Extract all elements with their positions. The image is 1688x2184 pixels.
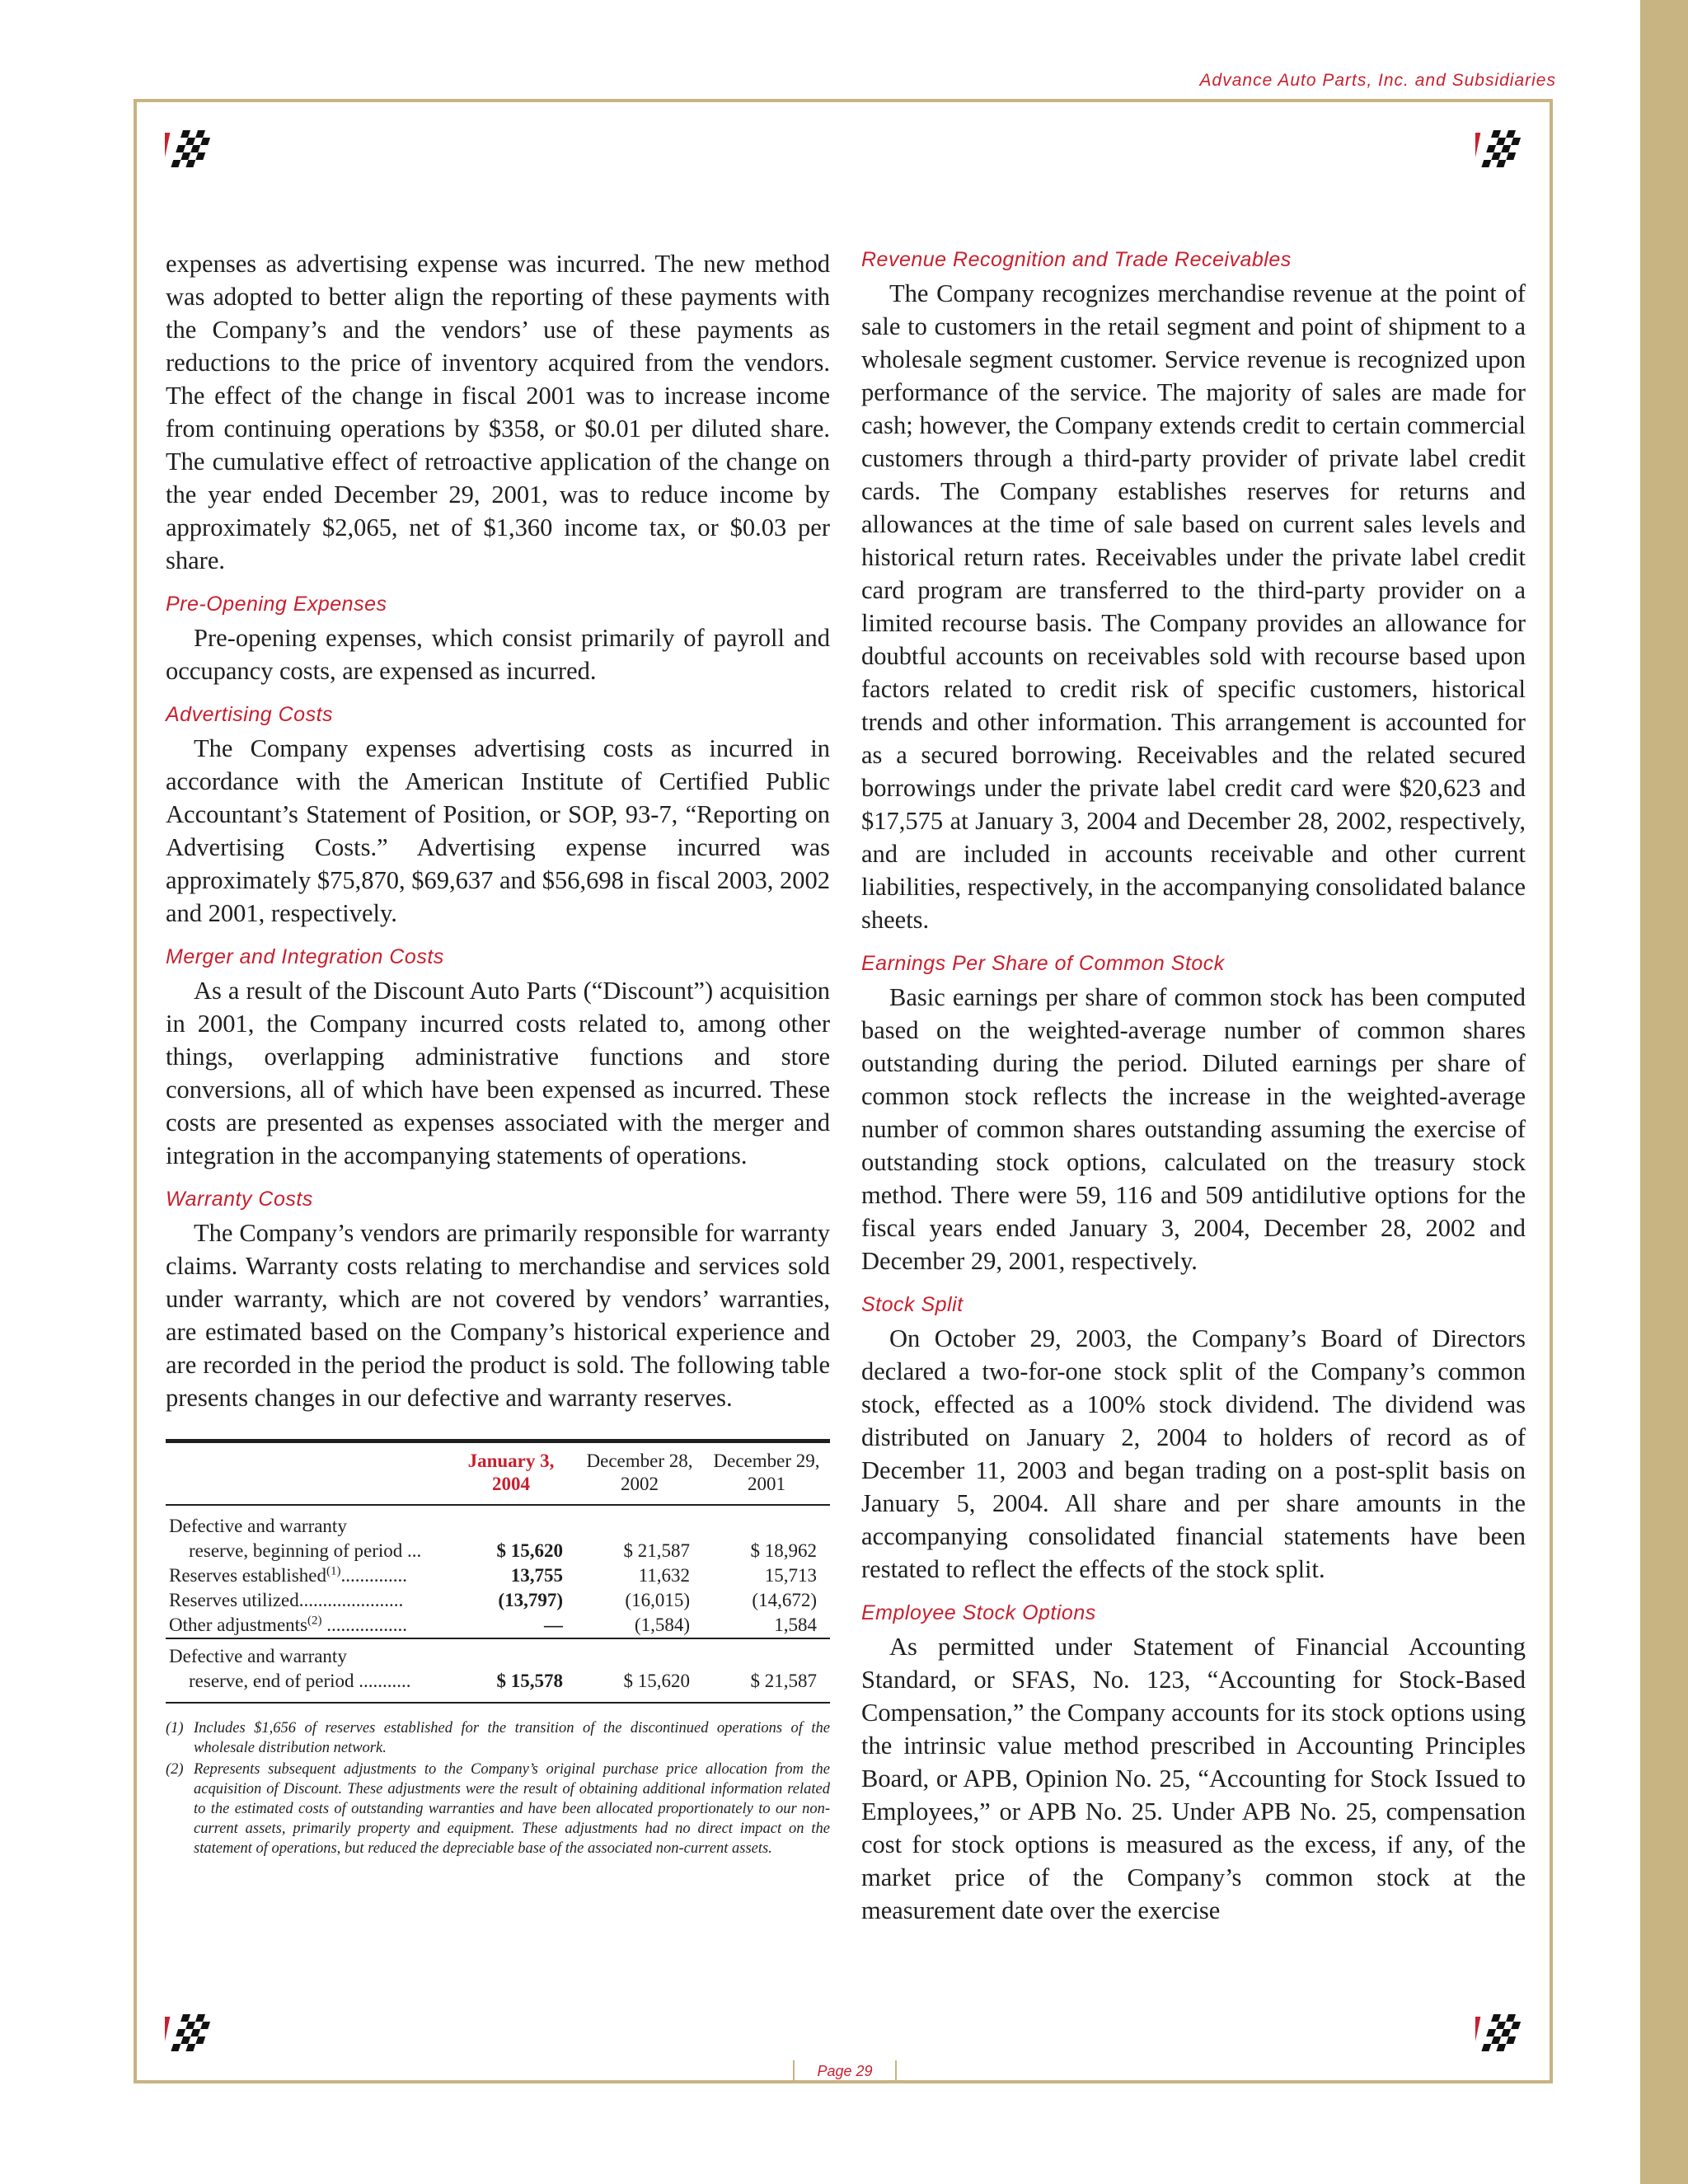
warranty-paragraph: The Company’s vendors are primarily responsible for warranty claims. Warranty costs relating to merchandise and services sold under warranty, which are not covered by vendors’ warranties, are estimated based on the Company’s historical experience and are recorded in the period the product is sold. The following table presents changes in our defective and warranty reserves.: [166, 1219, 830, 1412]
table-row: Reserves established$^{(1)}$.............. 13,755 11,632 15,713: [169, 1564, 817, 1586]
table-header-2004: January 3, 2004: [446, 1441, 576, 1506]
stock-options-heading: Employee Stock Options: [861, 1601, 1096, 1624]
right-column: [861, 247, 1526, 1927]
merger-heading: Merger and Integration Costs: [166, 945, 444, 968]
eps-paragraph: Basic earnings per share of common stock has been computed based on the weighted-average number of common shares outstanding during the period. Diluted earnings per share of common stock reflects the increase in the weighted-average number of common shares outstanding assuming the exercise of outstanding stock options, calculated on the treasury stock method. There were 59, 116 and 509 antidilutive options for the fiscal years ended January 3, 2004, December 28, 2002 and December 29, 2001, respectively.: [861, 983, 1526, 1275]
table-row: Defective and warranty: [169, 1516, 347, 1536]
intro-paragraph: expenses as advertising expense was incurred. The new method was adopted to better align the reporting of these payments with the Company’s and the vendors’ use of these payments as reductions to the price of inventory acquired from the vendors. The effect of the change in fiscal 2001 was to increase income from continuing operations by $358, or $0.01 per diluted share. The cumulative effect of retroactive application of the change on the year ended December 29, 2001, was to reduce income by approximately $2,065, net of $1,360 income tax, or $0.03 per share.: [166, 250, 830, 574]
footnote-2: (2) Represents subsequent adjustments to the Company’s original purchase price allocation from the acquisition of Discount. These adjustments were the result of obtaining additional information related to the estimated costs of outstanding warranties and have been allocated proportionately to our non-current assets, primarily property and equipment. These adjustments had no direct impact on the statement of operations, but reduced the depreciable base of the associated non-current assets.: [166, 1761, 830, 1857]
table-row: Other adjustments$^{(2)}$ ................. — (1,584) 1,584: [169, 1614, 817, 1635]
checkered-flag-icon: [165, 130, 214, 168]
merger-paragraph: As a result of the Discount Auto Parts (“Discount”) acquisition in 2001, the Company incurred costs related to, among other things, overlapping administrative functions and store conversions, all of which have been expensed as incurred. These costs are presented as expenses associated with the merger and integration in the accompanying statements of operations.: [166, 977, 830, 1169]
table-row: Defective and warranty: [166, 1638, 830, 1669]
footnote-1: (1) Includes $1,656 of reserves established for the transition of the discontinued operations of the wholesale distribution network.: [166, 1720, 830, 1756]
company-header: Advance Auto Parts, Inc. and Subsidiaries: [1199, 71, 1556, 90]
table-header-blank: [166, 1441, 446, 1506]
revenue-paragraph: The Company recognizes merchandise revenue at the point of sale to customers in the retail segment and point of shipment to a wholesale segment customer. Service revenue is recognized upon performance of the service. The majority of sales are made for cash; however, the Company extends credit to certain commercial customers through a third-party provider of private label credit cards. The Company establishes reserves for returns and allowances at the time of sale based on current sales levels and historical return rates. Receivables under the private label credit card program are transferred to the third-party provider on a limited recourse basis. The Company provides an allowance for doubtful accounts on receivables sold with recourse based upon factors related to credit risk of specific customers, historical trends and other information. This arrangement is accounted for as a secured borrowing. Receivables and the related secured borrowings under the private label credit card were $20,623 and $17,575 at January 3, 2004 and December 28, 2002, respectively, and are included in accounts receivable and other current liabilities, respectively, in the accompanying consolidated balance sheets.: [861, 279, 1526, 934]
advertising-paragraph: The Company expenses advertising costs as incurred in accordance with the American Institute of Certified Public Accountant’s Statement of Position, or SOP, 93-7, “Reporting on Advertising Costs.” Advertising expense incurred was approximately $75,870, $69,637 and $56,698 in fiscal 2003, 2002 and 2001, respectively.: [166, 734, 830, 927]
table-footnotes: [166, 1718, 830, 1858]
table-row: reserve, beginning of period ... $ 15,620 $ 21,587 $ 18,962: [189, 1540, 817, 1561]
warranty-reserve-table: [166, 1439, 830, 1704]
eps-heading: Earnings Per Share of Common Stock: [861, 952, 1225, 975]
table-header-2001: December 29, 2001: [703, 1441, 830, 1506]
table-header-row: [166, 1441, 830, 1506]
checkered-flag-icon: [1475, 130, 1525, 168]
revenue-heading: Revenue Recognition and Trade Receivables: [861, 248, 1292, 271]
left-column: [166, 247, 830, 1860]
tan-sidebar: [1640, 0, 1688, 2184]
table-header-2002: December 28, 2002: [576, 1441, 703, 1506]
advertising-heading: Advertising Costs: [166, 703, 334, 726]
stock-options-paragraph: As permitted under Statement of Financial Accounting Standard, or SFAS, No. 123, “Accounting for Stock-Based Compensation,” the Company accounts for its stock options using the intrinsic value method prescribed in Accounting Principles Board, or APB, Opinion No. 25, “Accounting for Stock Issued to Employees,” or APB No. 25. Under APB No. 25, compensation cost for stock options is measured as the excess, if any, of the market price of the Company’s common stock at the measurement date over the exercise: [861, 1633, 1526, 1924]
table-row: reserve, end of period ........... $ 15,578 $ 15,620 $ 21,587: [189, 1671, 817, 1691]
preopening-paragraph: Pre-opening expenses, which consist primarily of payroll and occupancy costs, are expensed as incurred.: [166, 624, 830, 685]
checkered-flag-icon: [165, 2014, 214, 2052]
stock-split-paragraph: On October 29, 2003, the Company’s Board of Directors declared a two-for-one stock split of the Company’s common stock, effected as a 100% stock dividend. The dividend was distributed on January 2, 2004 to holders of record as of December 11, 2003 and began trading on a post-split basis on January 5, 2004. All share and per share amounts in the accompanying consolidated financial statements have been restated to reflect the effects of the stock split.: [861, 1324, 1526, 1583]
warranty-heading: Warranty Costs: [166, 1188, 313, 1211]
stock-split-heading: Stock Split: [861, 1293, 964, 1316]
preopening-heading: Pre-Opening Expenses: [166, 593, 387, 616]
page-number: Page 29: [793, 2060, 897, 2082]
table-row: Reserves utilized...................... (13,797) (16,015) (14,672): [169, 1590, 817, 1610]
checkered-flag-icon: [1475, 2014, 1525, 2052]
